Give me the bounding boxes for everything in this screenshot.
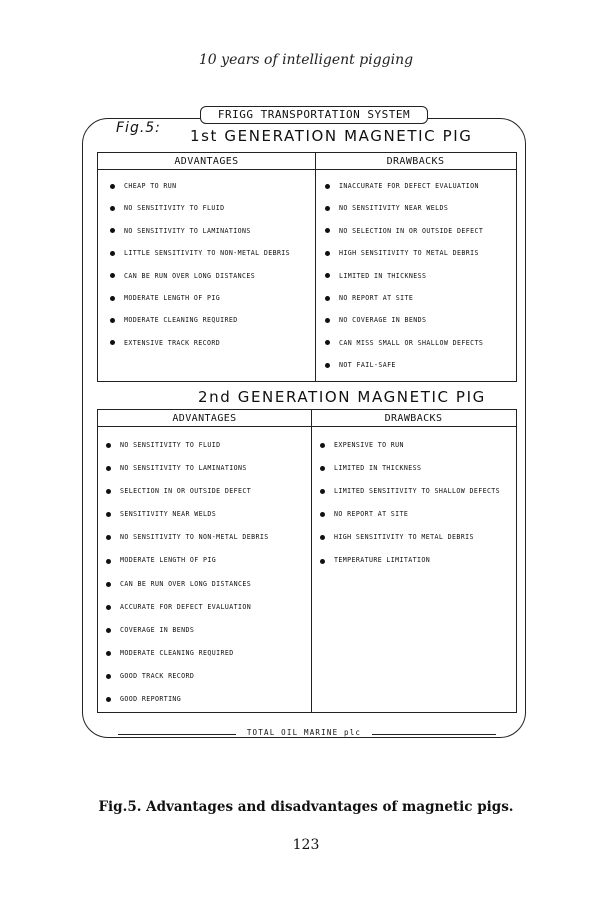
figure-caption: Fig.5. Advantages and disadvantages of magnetic pigs.: [98, 799, 514, 815]
running-head: 10 years of intelligent pigging: [198, 52, 414, 68]
list-item-text: CAN BE RUN OVER LONG DISTANCES: [124, 271, 256, 280]
drawbacks-list: [325, 175, 483, 377]
bullet-icon: [325, 318, 330, 323]
list-item-text: HIGH SENSITIVITY TO METAL DEBRIS: [339, 249, 479, 258]
list-item-text: LITTLE SENSITIVITY TO NON-METAL DEBRIS: [124, 249, 291, 258]
bullet-icon: [110, 228, 115, 233]
list-item: [110, 197, 290, 219]
list-item-text: NO SELECTION IN OR OUTSIDE DEFECT: [339, 226, 484, 235]
figure-label: Fig.5:: [116, 120, 161, 136]
second-generation-title: 2nd GENERATION MAGNETIC PIG: [198, 388, 486, 406]
list-item: [106, 642, 269, 665]
bullet-icon: [106, 582, 111, 587]
list-item-text: CHEAP TO RUN: [124, 182, 177, 190]
list-item-text: CAN BE RUN OVER LONG DISTANCES: [120, 579, 252, 588]
drawbacks-header: DRAWBACKS: [315, 153, 516, 170]
list-item: [110, 220, 290, 242]
list-item: [320, 480, 500, 503]
bullet-icon: [320, 535, 325, 540]
list-item: [320, 457, 500, 480]
column-divider: [315, 153, 316, 381]
first-generation-table: [97, 152, 517, 382]
bullet-icon: [320, 443, 325, 448]
advantages-list: [110, 175, 290, 354]
list-item: [106, 573, 269, 596]
list-item: [325, 354, 483, 376]
list-item: [106, 457, 269, 480]
list-item-text: MODERATE CLEANING REQUIRED: [120, 648, 234, 657]
list-item: [110, 265, 290, 287]
list-item-text: NO SENSITIVITY TO LAMINATIONS: [120, 464, 247, 473]
list-item: [320, 434, 500, 457]
bullet-icon: [106, 559, 111, 564]
list-item: [106, 596, 269, 619]
bullet-icon: [106, 489, 111, 494]
list-item-text: NO SENSITIVITY NEAR WELDS: [339, 204, 449, 213]
list-item: [325, 332, 483, 354]
list-item-text: LIMITED SENSITIVITY TO SHALLOW DEFECTS: [334, 487, 501, 496]
list-item: [325, 220, 483, 242]
bullet-icon: [325, 206, 330, 211]
bullet-icon: [106, 443, 111, 448]
footer-rule-left: [118, 734, 236, 735]
list-item-text: TEMPERATURE LIMITATION: [334, 556, 431, 565]
bullet-icon: [325, 363, 330, 368]
list-item-text: NOT FAIL-SAFE: [339, 361, 396, 370]
list-item: [320, 503, 500, 526]
bullet-icon: [320, 512, 325, 517]
list-item: [110, 242, 290, 264]
list-item: [106, 549, 269, 572]
list-item-text: INACCURATE FOR DEFECT EVALUATION: [339, 182, 479, 190]
system-title: FRIGG TRANSPORTATION SYSTEM: [200, 106, 428, 124]
advantages-header: ADVANTAGES: [98, 153, 315, 170]
footer-rule-right: [372, 734, 496, 735]
list-item-text: CAN MISS SMALL OR SHALLOW DEFECTS: [339, 338, 484, 347]
list-item: [325, 242, 483, 264]
second-generation-table: [97, 409, 517, 713]
list-item-text: NO REPORT AT SITE: [334, 510, 409, 519]
bullet-icon: [106, 697, 111, 702]
bullet-icon: [110, 296, 115, 301]
bullet-icon: [110, 318, 115, 323]
bullet-icon: [325, 184, 330, 189]
list-item-text: LIMITED IN THICKNESS: [334, 464, 422, 473]
list-item: [325, 197, 483, 219]
list-item-text: MODERATE CLEANING REQUIRED: [124, 316, 238, 325]
bullet-icon: [106, 628, 111, 633]
list-item: [110, 332, 290, 354]
bullet-icon: [106, 466, 111, 471]
list-item: [110, 287, 290, 309]
bullet-icon: [325, 296, 330, 301]
list-item-text: COVERAGE IN BENDS: [120, 625, 195, 634]
drawbacks-list: [320, 434, 500, 573]
page-number: 123: [292, 837, 320, 853]
list-item: [110, 175, 290, 197]
advantages-header: ADVANTAGES: [98, 410, 311, 427]
list-item: [106, 503, 269, 526]
list-item-text: GOOD REPORTING: [120, 695, 182, 704]
list-item-text: NO SENSITIVITY TO LAMINATIONS: [124, 226, 251, 235]
list-item: [106, 665, 269, 688]
bullet-icon: [320, 466, 325, 471]
list-item: [325, 265, 483, 287]
bullet-icon: [110, 273, 115, 278]
list-item-text: ACCURATE FOR DEFECT EVALUATION: [120, 602, 252, 611]
list-item: [106, 619, 269, 642]
bullet-icon: [106, 674, 111, 679]
list-item-text: MODERATE LENGTH OF PIG: [120, 556, 217, 565]
list-item: [106, 526, 269, 549]
bullet-icon: [106, 535, 111, 540]
advantages-list: [106, 434, 269, 711]
bullet-icon: [106, 605, 111, 610]
list-item: [110, 309, 290, 331]
list-item: [106, 434, 269, 457]
list-item: [106, 480, 269, 503]
list-item-text: NO SENSITIVITY TO NON-METAL DEBRIS: [120, 533, 269, 542]
footer-company: TOTAL OIL MARINE plc: [246, 728, 362, 737]
first-generation-title: 1st GENERATION MAGNETIC PIG: [190, 127, 473, 145]
bullet-icon: [110, 251, 115, 256]
list-item: [325, 287, 483, 309]
list-item-text: EXTENSIVE TRACK RECORD: [124, 338, 221, 347]
list-item-text: SELECTION IN OR OUTSIDE DEFECT: [120, 487, 252, 496]
list-item: [320, 526, 500, 549]
drawbacks-header: DRAWBACKS: [311, 410, 516, 427]
list-item-text: SENSITIVITY NEAR WELDS: [120, 510, 217, 519]
list-item-text: NO SENSITIVITY TO FLUID: [120, 441, 221, 449]
bullet-icon: [106, 651, 111, 656]
list-item-text: MODERATE LENGTH OF PIG: [124, 293, 221, 302]
column-divider: [311, 410, 312, 712]
list-item-text: EXPENSIVE TO RUN: [334, 441, 404, 449]
bullet-icon: [325, 340, 330, 345]
bullet-icon: [325, 273, 330, 278]
list-item: [106, 688, 269, 711]
bullet-icon: [325, 228, 330, 233]
bullet-icon: [110, 340, 115, 345]
list-item-text: GOOD TRACK RECORD: [120, 671, 195, 680]
list-item-text: NO COVERAGE IN BENDS: [339, 316, 427, 325]
bullet-icon: [320, 559, 325, 564]
list-item: [320, 549, 500, 572]
list-item: [325, 175, 483, 197]
bullet-icon: [110, 184, 115, 189]
bullet-icon: [325, 251, 330, 256]
bullet-icon: [320, 489, 325, 494]
list-item-text: LIMITED IN THICKNESS: [339, 271, 427, 280]
bullet-icon: [110, 206, 115, 211]
list-item: [325, 309, 483, 331]
list-item-text: HIGH SENSITIVITY TO METAL DEBRIS: [334, 533, 474, 542]
list-item-text: NO SENSITIVITY TO FLUID: [124, 204, 225, 213]
bullet-icon: [106, 512, 111, 517]
list-item-text: NO REPORT AT SITE: [339, 293, 414, 302]
